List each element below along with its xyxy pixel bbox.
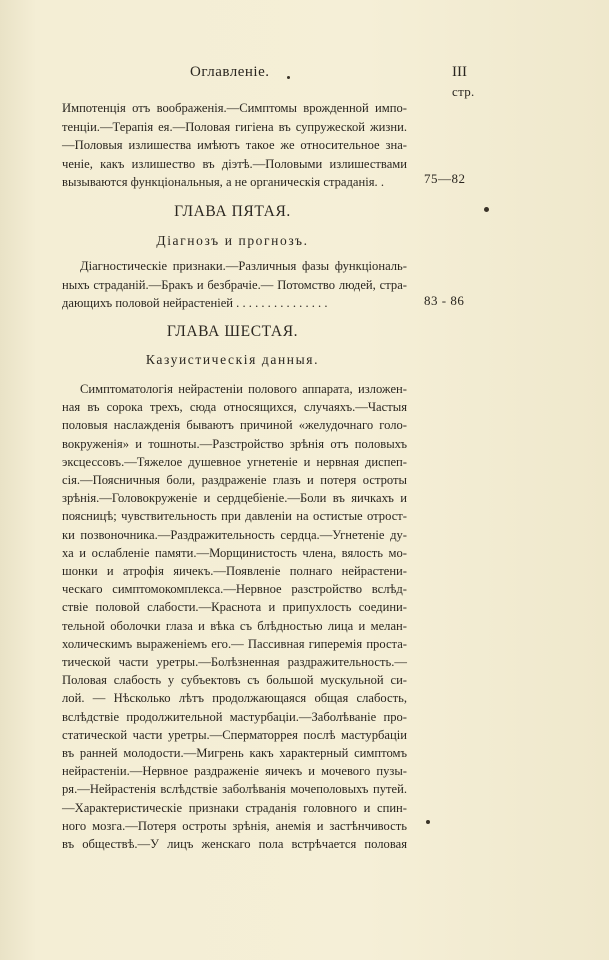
toc-line: вокруженія» и тошноты.—Разстройство зрѣнія отъ половыхъ (62, 436, 407, 451)
toc-line: ки позвоночника.—Раздражительность сердца.—Угнетеніе ду- (62, 527, 407, 542)
toc-line: въ обществѣ.—У лицъ женскаго пола встрѣчается половая (62, 837, 407, 852)
chapter-subtitle: Казуистическія данныя. (145, 352, 320, 367)
toc-line: статической части уретры.—Сперматоррея послѣ мастурбаціи (62, 727, 407, 742)
running-header-title: Оглавленіе. (190, 64, 270, 80)
toc-line: вслѣдствіе продолжительной мастурбаціи.—Заболѣваніе про- (62, 709, 407, 724)
toc-line: ха и ослабленіе памяти.—Морщинистость члена, вялость мо- (62, 545, 407, 560)
toc-line: холическимъ выраженіемъ его.— Пассивная гиперемія проста- (62, 636, 407, 651)
toc-line: тенціи.—Терапія ея.—Половая гигіена въ супружеской жизни. (62, 119, 407, 134)
toc-line: Половая слабость у субъектовъ съ большой мускульной си- (62, 673, 407, 688)
toc-line: ная въ сорока трехъ, сюда относящихся, случаяхъ.—Частыя (62, 400, 407, 415)
toc-entry-intro (62, 99, 407, 192)
ink-speck (287, 76, 290, 79)
toc-line: въ ранней молодости.—Мигрень какъ характерный симптомъ (62, 746, 407, 761)
toc-line: ченіе, какъ излишество въ діэтѣ.—Половыми излишествами (62, 156, 407, 171)
chapter-heading: ГЛАВА ПЯТАЯ. (174, 203, 291, 220)
toc-line: Симптоматологія нейрастеніи полового аппарата, изложен- (80, 382, 407, 396)
toc-line: —Характеристическіе признаки страданія головного и спин- (62, 800, 407, 815)
chapter-heading: ГЛАВА ШЕСТАЯ. (166, 323, 299, 340)
toc-entry-chapter6 (62, 380, 407, 853)
page-range: 83 - 86 (424, 293, 465, 308)
page-number: III (452, 64, 467, 80)
chapter-subtitle: Діагнозъ и прогнозъ. (156, 233, 309, 248)
page-range: 75—82 (424, 171, 466, 186)
toc-line: тической части уретры.—Болѣзненная раздражительность.— (62, 655, 407, 670)
ink-speck (426, 820, 430, 824)
toc-line: эксцессовъ.—Тяжелое душевное угнетеніе и нервная диспеп- (62, 454, 407, 469)
toc-line: ныхъ страданій.—Бракъ и безбрачіе.— Потомство людей, стра- (62, 277, 407, 292)
toc-line: шонки и атрофія яичекъ.—Появленіе полнаго нейрастени- (62, 564, 407, 579)
toc-line: поясницѣ; чувствительность при давленіи на остистые отрост- (62, 509, 407, 524)
toc-line: Импотенція отъ воображенія.—Симптомы врожденной импо- (62, 101, 407, 115)
toc-line: ческаго симптомокомплекса.—Нервное разстройство вслѣд- (62, 582, 407, 597)
toc-line: ного мозга.—Потеря остроты зрѣнія, анемія и застѣнчивость (62, 818, 407, 833)
toc-line: вызываются функціональныя, а не органическія страданія. . (62, 175, 384, 190)
toc-line: —Половыя излишества имѣютъ такое же относительное зна- (62, 138, 407, 153)
toc-line: тельной оболочки глаза и вѣка съ блѣдностью лица и мелан- (62, 618, 407, 633)
toc-line: ря.—Нейрастенія вслѣдствіе заболѣванія мочеполовыхъ путей. (62, 782, 407, 797)
toc-line: дающихъ половой нейрастеніей . . . . . . . . . . . . . . . (62, 296, 328, 311)
toc-entry-chapter5 (62, 257, 407, 313)
ink-speck (484, 207, 489, 212)
toc-line: нейрастеніи.—Нервное раздраженіе яичекъ и мочевого пузы- (62, 764, 407, 779)
toc-line: половыя наслажденія бываютъ причиной «желудочнаго голо- (62, 418, 407, 433)
toc-line: зрѣнія.—Головокруженіе и сердцебіеніе.—Боли въ яичкахъ и (62, 491, 407, 506)
page-column-label: стр. (452, 84, 475, 99)
toc-line: сія.—Поясничныя боли, раздраженіе глазъ и потеря остроты (62, 473, 407, 488)
toc-line: ствіе половой слабости.—Краснота и припухлость соедини- (62, 600, 407, 615)
toc-line: Діагностическіе признаки.—Различныя фазы функціональ- (80, 259, 407, 273)
toc-line: лой. — Нѣсколько лѣтъ продолжающаяся общая слабость, (62, 691, 407, 706)
